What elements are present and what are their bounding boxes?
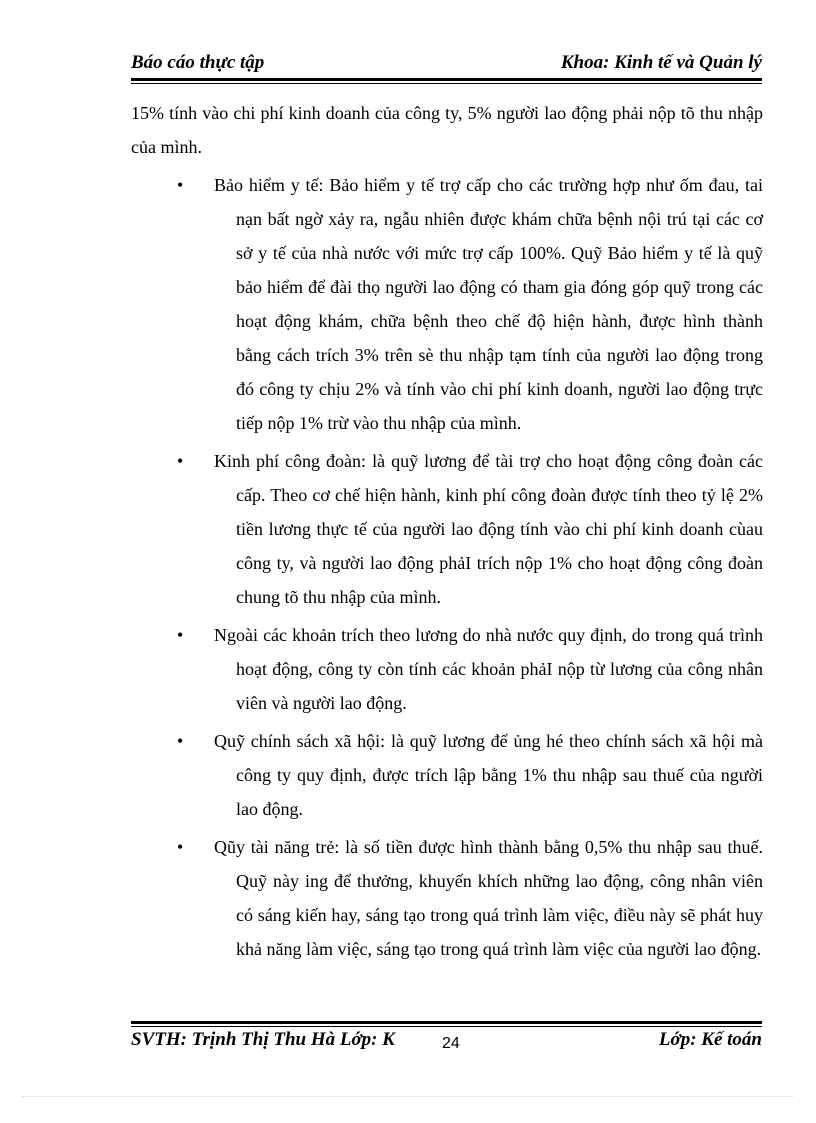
bullet-icon: • bbox=[177, 451, 184, 471]
bullet-list bbox=[131, 168, 763, 966]
bullet-icon: • bbox=[177, 625, 184, 645]
bullet-item-health-insurance bbox=[131, 168, 763, 440]
bullet-icon: • bbox=[177, 837, 184, 857]
bullet-item-young-talent-fund bbox=[131, 830, 763, 966]
bullet-text: Kinh phí công đoàn: là quỹ lương để tài trợ cho hoạt động công đoàn các cấp. Theo cơ chế hiện hành, kinh phí công đoàn được tính theo tỷ lệ 2% tiền lương thực tế của người lao động tính vào chi phí kinh doanh cùau công ty, và người lao động phảI trích nộp 1% cho hoạt động công đoàn chung tõ thu nhập của mình. bbox=[214, 451, 763, 607]
bullet-icon: • bbox=[177, 175, 184, 195]
bullet-item-union-fund bbox=[131, 444, 763, 614]
page-footer bbox=[131, 1027, 762, 1053]
header-faculty: Khoa: Kinh tế và Quản lý bbox=[560, 52, 762, 73]
page-header bbox=[131, 52, 762, 76]
page-number: 24 bbox=[442, 1035, 460, 1052]
bullet-item-other-deductions bbox=[131, 618, 763, 720]
bullet-text: Quỹ chính sách xã hội: là quỹ lương để ủng hé theo chính sách xã hội mà công ty quy định, được trích lập bằng 1% thu nhập sau thuế của người lao động. bbox=[214, 731, 763, 819]
bullet-text: Qũy tài năng trẻ: là số tiền được hình thành bằng 0,5% thu nhập sau thuế. Quỹ này ing để thưởng, khuyến khích những lao động, công nhân viên có sáng kiến hay, sáng tạo trong quá trình làm việc, điều này sẽ phát huy khả năng làm việc, sáng tạo trong quá trình làm việc của người lao động. bbox=[214, 837, 763, 959]
header-divider bbox=[131, 78, 762, 84]
footer-class: Lớp: Kế toán bbox=[658, 1029, 762, 1050]
bullet-icon: • bbox=[177, 731, 184, 751]
intro-paragraph: 15% tính vào chi phí kinh doanh của công ty, 5% người lao động phải nộp tõ thu nhập của mình. bbox=[131, 103, 763, 157]
header-report-title: Báo cáo thực tập bbox=[131, 52, 265, 73]
document-body bbox=[131, 96, 763, 970]
bullet-text: Bảo hiểm y tế: Bảo hiểm y tế trợ cấp cho các trường hợp như ốm đau, tai nạn bất ngờ xảy ra, ngẫu nhiên được khám chữa bệnh nội trú tại các cơ sở y tế của nhà nước với mức trợ cấp 100%. Quỹ Bảo hiểm y tế là quỹ bảo hiểm để đài thọ người lao động có tham gia đóng góp quỹ trong các hoạt động khám, chữa bệnh theo chế độ hiện hành, được hình thành bằng cách trích 3% trên sè thu nhập tạm tính của người lao động trong đó công ty chịu 2% và tính vào chi phí kinh doanh, người lao động trực tiếp nộp 1% trừ vào thu nhập của mình. bbox=[214, 175, 763, 433]
page-edge-divider bbox=[22, 1096, 794, 1097]
footer-student-info: SVTH: Trịnh Thị Thu Hà Lớp: K bbox=[131, 1029, 395, 1050]
bullet-text: Ngoài các khoản trích theo lương do nhà nước quy định, do trong quá trình hoạt động, công ty còn tính các khoản phảI nộp từ lương của công nhân viên và người lao động. bbox=[214, 625, 763, 713]
bullet-item-social-policy-fund bbox=[131, 724, 763, 826]
